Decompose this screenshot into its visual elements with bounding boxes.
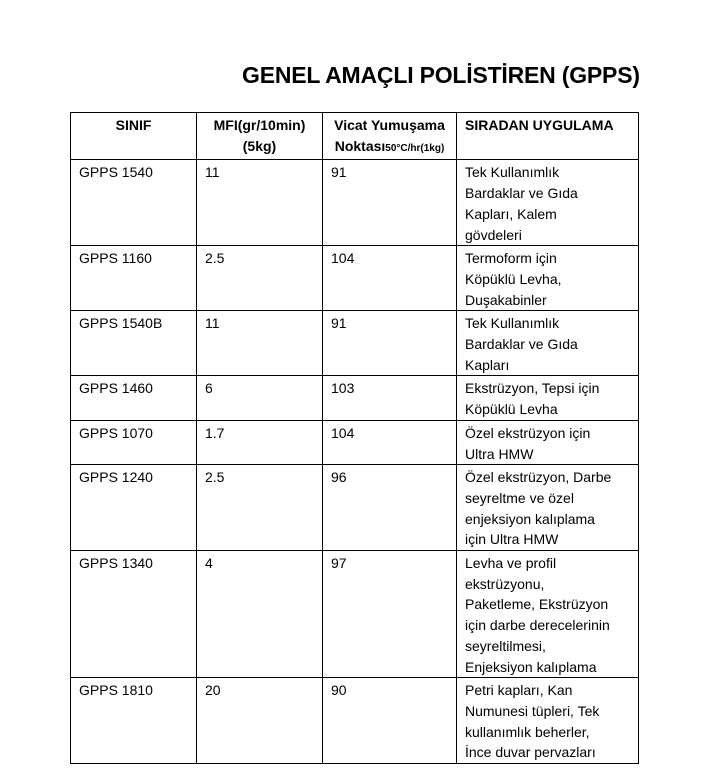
table-row	[71, 678, 639, 764]
uygulama-line: Enjeksiyon kalıplama	[465, 658, 597, 675]
page-title: GENEL AMAÇLI POLİSTİREN (GPPS)	[242, 62, 640, 88]
uygulama-line: Özel ekstrüzyon için	[465, 424, 591, 441]
uygulama-line: Ultra HMW	[465, 445, 534, 462]
uygulama-line: ekstrüzyonu,	[465, 575, 545, 592]
cell-sinif: GPPS 1340	[71, 551, 197, 678]
header-sinif: SINIF	[71, 113, 197, 160]
cell-vicat: 104	[323, 246, 457, 311]
table-row	[71, 551, 639, 678]
uygulama-line: Tek Kullanımlık	[465, 164, 560, 181]
uygulama-line: için darbe derecelerinin	[465, 617, 610, 634]
uygulama-line: Köpüklü Levha	[465, 401, 558, 418]
uygulama-line: kullanımlık beherler,	[465, 723, 590, 740]
uygulama-line: Kapları	[465, 356, 510, 373]
cell-uygulama	[457, 311, 639, 376]
header-vicat-line2: Noktası	[334, 137, 386, 154]
uygulama-line: gövdeleri	[465, 226, 522, 243]
cell-sinif: GPPS 1460	[71, 376, 197, 420]
cell-vicat: 91	[323, 160, 457, 246]
cell-uygulama	[457, 376, 639, 420]
cell-mfi: 20	[197, 678, 323, 764]
cell-vicat: 96	[323, 465, 457, 551]
cell-vicat: 91	[323, 311, 457, 376]
cell-mfi: 1.7	[197, 420, 323, 464]
cell-vicat: 90	[323, 678, 457, 764]
cell-uygulama	[457, 465, 639, 551]
cell-sinif: GPPS 1160	[71, 246, 197, 311]
cell-uygulama	[457, 160, 639, 246]
uygulama-line: Duşakabinler	[465, 291, 547, 308]
cell-mfi: 6	[197, 376, 323, 420]
header-mfi-line2: (5kg)	[242, 137, 277, 154]
cell-uygulama	[457, 678, 639, 764]
uygulama-line: enjeksiyon kalıplama	[465, 510, 595, 527]
cell-sinif: GPPS 1810	[71, 678, 197, 764]
table-row	[71, 246, 639, 311]
cell-mfi: 11	[197, 160, 323, 246]
uygulama-line: Numunesi tüpleri, Tek	[465, 702, 600, 719]
uygulama-line: İnce duvar pervazları	[465, 744, 596, 761]
table-row	[71, 311, 639, 376]
header-vicat-sub: 50°C/hr(1kg)	[385, 142, 445, 154]
uygulama-line: için Ultra HMW	[465, 531, 559, 548]
uygulama-line: Bardaklar ve Gıda	[465, 336, 578, 353]
cell-sinif: GPPS 1540	[71, 160, 197, 246]
cell-uygulama	[457, 420, 639, 464]
uygulama-line: Paketleme, Ekstrüzyon	[465, 596, 609, 613]
cell-mfi: 2.5	[197, 246, 323, 311]
gpps-table	[70, 112, 639, 764]
cell-vicat: 103	[323, 376, 457, 420]
uygulama-line: Özel ekstrüzyon, Darbe	[465, 469, 612, 486]
uygulama-line: Levha ve profil	[465, 555, 557, 572]
uygulama-line: Köpüklü Levha,	[465, 270, 562, 287]
cell-mfi: 4	[197, 551, 323, 678]
uygulama-line: seyreltilmesi,	[465, 637, 546, 654]
uygulama-line: seyreltme ve özel	[465, 489, 574, 506]
uygulama-line: Petri kapları, Kan	[465, 682, 573, 699]
table-header-row	[71, 113, 639, 160]
table-row	[71, 160, 639, 246]
cell-sinif: GPPS 1240	[71, 465, 197, 551]
uygulama-line: Ekstrüzyon, Tepsi için	[465, 380, 600, 397]
uygulama-line: Tek Kullanımlık	[465, 315, 560, 332]
table-row	[71, 420, 639, 464]
table-row	[71, 376, 639, 420]
header-vicat	[323, 113, 457, 160]
cell-uygulama	[457, 246, 639, 311]
cell-uygulama	[457, 551, 639, 678]
cell-vicat: 104	[323, 420, 457, 464]
cell-sinif: GPPS 1540B	[71, 311, 197, 376]
header-vicat-line1: Vicat Yumuşama	[334, 117, 445, 133]
header-mfi	[197, 113, 323, 160]
header-uygulama: SIRADAN UYGULAMA	[457, 113, 639, 160]
header-mfi-line1: MFI(gr/10min)	[213, 117, 306, 133]
uygulama-line: Bardaklar ve Gıda	[465, 185, 578, 202]
table-row	[71, 465, 639, 551]
cell-vicat: 97	[323, 551, 457, 678]
uygulama-line: Termoform için	[465, 250, 557, 267]
uygulama-line: Kapları, Kalem	[465, 205, 557, 222]
cell-sinif: GPPS 1070	[71, 420, 197, 464]
cell-mfi: 11	[197, 311, 323, 376]
cell-mfi: 2.5	[197, 465, 323, 551]
